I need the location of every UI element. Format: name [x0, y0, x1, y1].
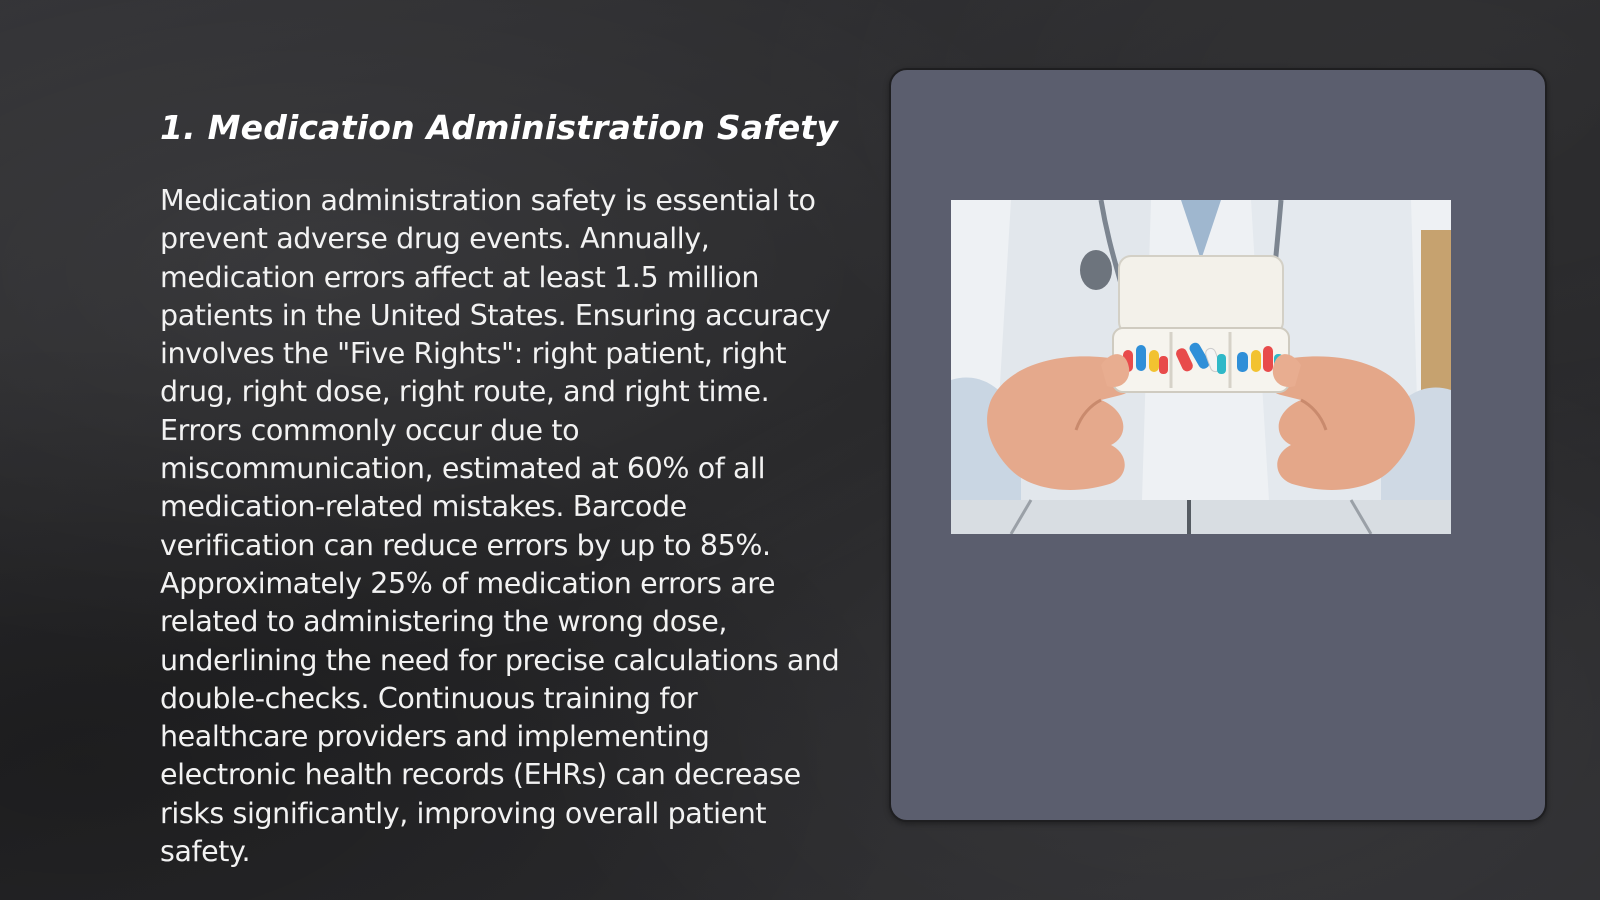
pill-organizer-photo-icon — [951, 200, 1451, 534]
image-panel — [889, 68, 1547, 822]
slide-title: 1. Medication Administration Safety — [160, 108, 839, 147]
text-column — [160, 100, 850, 871]
slide-body-text: Medication administration safety is essential to prevent adverse drug events. Annually, medication errors affect at least 1.5 million patients in the United States. Ensuring accuracy involves the "Five Rights": right patient, right drug, right dose, right route, and right time. Errors commonly occur due to miscommunication, estimated at 60% of all medication-related mistakes. Barcode verification can reduce errors by up to 85%. Approximately 25% of medication errors are related to administering the wrong dose, underlining the need for precise calculations and double-checks. Continuous training for healthcare providers and implementing electronic health records (EHRs) can decrease risks significantly, improving overall patient safety. — [160, 184, 840, 869]
